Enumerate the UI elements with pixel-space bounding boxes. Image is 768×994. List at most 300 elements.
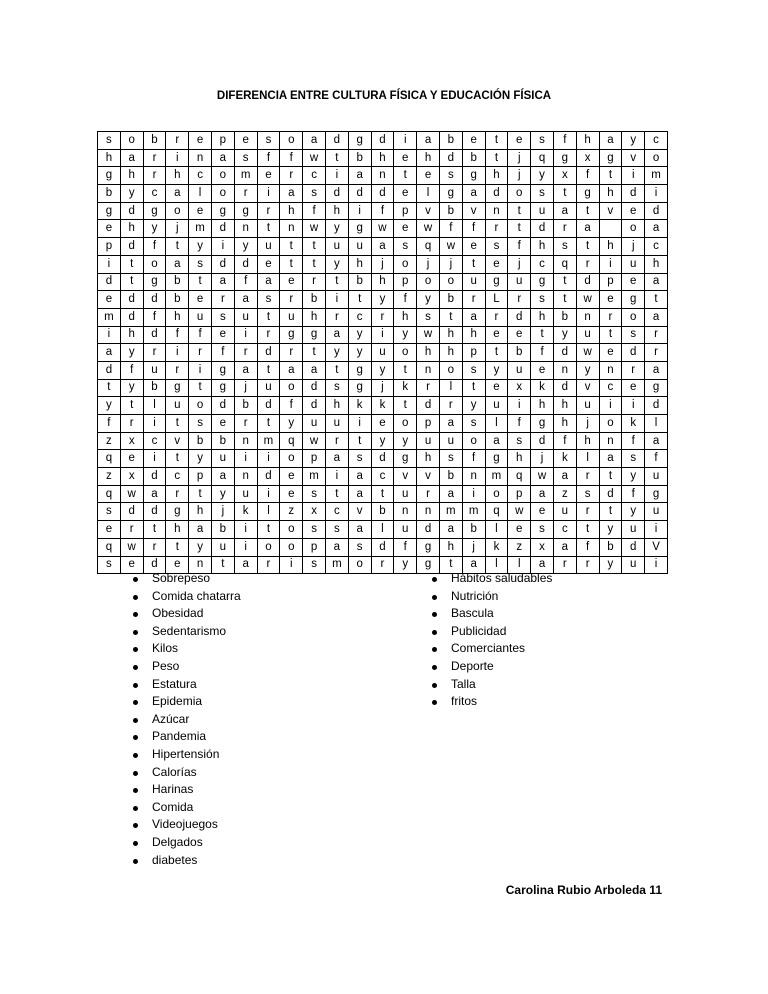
word-list-item <box>128 676 241 694</box>
grid-cell: L <box>485 291 508 309</box>
bullet-icon <box>432 612 437 617</box>
grid-cell: h <box>531 238 554 256</box>
grid-cell: d <box>531 220 554 238</box>
grid-cell: y <box>485 361 508 379</box>
grid-cell: e <box>599 291 622 309</box>
grid-cell: a <box>211 149 234 167</box>
grid-cell: f <box>576 167 599 185</box>
grid-cell: e <box>508 521 531 539</box>
grid-cell: o <box>439 273 462 291</box>
grid-cell: e <box>371 415 394 433</box>
grid-cell: d <box>234 255 257 273</box>
grid-cell: r <box>645 344 668 362</box>
grid-cell: a <box>531 485 554 503</box>
grid-cell: q <box>485 503 508 521</box>
grid-cell: d <box>531 432 554 450</box>
grid-cell: e <box>98 291 121 309</box>
grid-cell: e <box>622 202 645 220</box>
grid-cell: f <box>622 432 645 450</box>
word-list-item <box>128 658 241 676</box>
grid-cell: r <box>234 415 257 433</box>
grid-cell: f <box>280 397 303 415</box>
grid-cell: o <box>143 255 166 273</box>
grid-cell: n <box>189 556 212 574</box>
grid-cell: q <box>417 238 440 256</box>
grid-cell: s <box>508 432 531 450</box>
grid-cell: s <box>348 538 371 556</box>
grid-cell: n <box>576 308 599 326</box>
word-label: diabetes <box>152 852 198 867</box>
word-label: Sedentarismo <box>152 623 227 638</box>
grid-cell: c <box>599 379 622 397</box>
grid-cell: y <box>189 450 212 468</box>
grid-row <box>98 344 668 362</box>
grid-cell: c <box>645 132 668 150</box>
grid-cell: f <box>234 273 257 291</box>
grid-cell: j <box>462 538 485 556</box>
grid-cell: i <box>325 468 348 486</box>
grid-cell: a <box>234 361 257 379</box>
grid-cell: t <box>485 149 508 167</box>
grid-cell: u <box>257 238 280 256</box>
grid-cell: l <box>485 415 508 433</box>
grid-cell: n <box>553 361 576 379</box>
grid-cell: f <box>371 202 394 220</box>
grid-cell: i <box>599 255 622 273</box>
word-list-item <box>427 588 552 606</box>
grid-cell: g <box>211 202 234 220</box>
grid-cell: b <box>211 432 234 450</box>
grid-cell: o <box>280 521 303 539</box>
grid-cell: y <box>394 432 417 450</box>
grid-row <box>98 397 668 415</box>
grid-cell: s <box>348 450 371 468</box>
word-list-item <box>128 570 241 588</box>
grid-cell: y <box>599 556 622 574</box>
grid-cell: t <box>553 291 576 309</box>
grid-cell: b <box>508 344 531 362</box>
grid-cell: s <box>417 308 440 326</box>
grid-cell: v <box>462 202 485 220</box>
grid-cell: s <box>257 291 280 309</box>
grid-cell: g <box>348 379 371 397</box>
grid-cell: y <box>234 238 257 256</box>
grid-cell: t <box>439 556 462 574</box>
grid-cell: f <box>189 326 212 344</box>
grid-cell: j <box>508 149 531 167</box>
word-list-item <box>427 605 552 623</box>
grid-cell: e <box>622 273 645 291</box>
grid-cell: d <box>622 185 645 203</box>
grid-cell: n <box>280 220 303 238</box>
word-list-item <box>427 658 552 676</box>
grid-cell: d <box>303 397 326 415</box>
grid-cell: v <box>622 149 645 167</box>
grid-cell: s <box>531 185 554 203</box>
grid-cell: r <box>234 185 257 203</box>
grid-cell: t <box>325 485 348 503</box>
grid-cell: t <box>485 132 508 150</box>
grid-cell: b <box>211 521 234 539</box>
grid-cell: a <box>303 132 326 150</box>
grid-cell: t <box>280 255 303 273</box>
grid-cell: j <box>622 238 645 256</box>
grid-cell: u <box>508 273 531 291</box>
grid-cell: r <box>576 468 599 486</box>
grid-cell: g <box>531 273 554 291</box>
grid-cell: t <box>120 255 143 273</box>
grid-cell: u <box>348 238 371 256</box>
grid-cell: u <box>394 521 417 539</box>
grid-cell: a <box>553 538 576 556</box>
grid-cell: x <box>576 149 599 167</box>
grid-cell: o <box>280 132 303 150</box>
grid-cell: t <box>166 238 189 256</box>
grid-cell: l <box>417 185 440 203</box>
grid-cell: h <box>417 149 440 167</box>
grid-cell: q <box>531 149 554 167</box>
grid-cell: s <box>303 521 326 539</box>
grid-cell: a <box>553 202 576 220</box>
bullet-icon <box>432 630 437 635</box>
grid-cell: i <box>645 556 668 574</box>
grid-cell: s <box>98 132 121 150</box>
grid-cell: o <box>462 432 485 450</box>
grid-cell: t <box>599 167 622 185</box>
grid-cell: e <box>508 132 531 150</box>
grid-cell: t <box>576 202 599 220</box>
grid-cell: s <box>531 521 554 539</box>
grid-cell: a <box>439 485 462 503</box>
grid-cell: f <box>462 450 485 468</box>
grid-cell: y <box>325 255 348 273</box>
grid-cell: p <box>303 450 326 468</box>
grid-cell: e <box>531 503 554 521</box>
grid-cell: b <box>371 503 394 521</box>
grid-cell: l <box>576 450 599 468</box>
grid-cell: t <box>394 361 417 379</box>
word-list-right <box>427 570 552 711</box>
grid-cell: t <box>211 556 234 574</box>
grid-cell: h <box>303 308 326 326</box>
grid-cell: t <box>576 238 599 256</box>
grid-cell: e <box>280 485 303 503</box>
grid-row <box>98 220 668 238</box>
grid-cell: u <box>189 308 212 326</box>
grid-cell <box>599 220 622 238</box>
grid-cell: s <box>439 167 462 185</box>
grid-cell: m <box>303 468 326 486</box>
grid-cell: e <box>98 220 121 238</box>
grid-cell: t <box>599 326 622 344</box>
grid-cell: a <box>348 521 371 539</box>
grid-cell: d <box>508 308 531 326</box>
grid-cell: r <box>485 308 508 326</box>
grid-cell: h <box>439 326 462 344</box>
grid-cell: h <box>576 432 599 450</box>
grid-cell: f <box>394 291 417 309</box>
grid-cell: r <box>645 326 668 344</box>
grid-cell: r <box>189 344 212 362</box>
grid-cell: s <box>576 485 599 503</box>
grid-cell: i <box>622 397 645 415</box>
grid-cell: o <box>394 415 417 433</box>
grid-cell: r <box>599 308 622 326</box>
grid-cell: a <box>189 521 212 539</box>
grid-cell: t <box>143 521 166 539</box>
grid-cell: t <box>371 485 394 503</box>
grid-cell: a <box>645 273 668 291</box>
grid-cell: u <box>553 503 576 521</box>
grid-cell: u <box>234 485 257 503</box>
grid-cell: o <box>280 450 303 468</box>
grid-cell: w <box>576 291 599 309</box>
grid-cell: n <box>394 503 417 521</box>
grid-cell: l <box>439 379 462 397</box>
bullet-icon <box>133 665 138 670</box>
word-label: Comerciantes <box>451 641 526 656</box>
grid-cell: h <box>439 344 462 362</box>
grid-cell: q <box>508 468 531 486</box>
grid-cell: d <box>325 185 348 203</box>
grid-cell: a <box>166 255 189 273</box>
grid-cell: g <box>485 273 508 291</box>
grid-cell: d <box>120 202 143 220</box>
grid-cell: d <box>257 468 280 486</box>
grid-cell: p <box>599 273 622 291</box>
grid-cell: i <box>257 450 280 468</box>
grid-cell: g <box>280 326 303 344</box>
grid-cell: j <box>166 220 189 238</box>
grid-cell: v <box>599 202 622 220</box>
grid-cell: u <box>576 397 599 415</box>
grid-cell: e <box>120 556 143 574</box>
grid-cell: d <box>439 149 462 167</box>
grid-cell: d <box>645 202 668 220</box>
grid-cell: t <box>166 450 189 468</box>
bullet-icon <box>133 612 138 617</box>
grid-cell: o <box>257 538 280 556</box>
grid-cell: f <box>576 538 599 556</box>
grid-cell: o <box>280 538 303 556</box>
grid-cell: r <box>280 291 303 309</box>
grid-cell: d <box>599 485 622 503</box>
grid-cell: w <box>120 485 143 503</box>
grid-cell: b <box>348 273 371 291</box>
grid-cell: h <box>325 397 348 415</box>
grid-cell: n <box>234 468 257 486</box>
grid-cell: b <box>303 291 326 309</box>
grid-cell: f <box>462 220 485 238</box>
grid-cell: b <box>553 308 576 326</box>
grid-cell: d <box>211 255 234 273</box>
grid-cell: d <box>371 450 394 468</box>
grid-row <box>98 185 668 203</box>
grid-cell: d <box>553 344 576 362</box>
grid-cell: r <box>417 379 440 397</box>
grid-cell: y <box>325 344 348 362</box>
word-label: fritos <box>451 694 478 709</box>
grid-cell: u <box>211 538 234 556</box>
word-list-item <box>128 746 241 764</box>
grid-cell: b <box>462 149 485 167</box>
grid-cell: y <box>348 344 371 362</box>
grid-cell: b <box>599 538 622 556</box>
bullet-icon <box>133 735 138 740</box>
grid-cell: i <box>98 255 121 273</box>
grid-cell: a <box>645 432 668 450</box>
grid-cell: q <box>98 450 121 468</box>
grid-row <box>98 432 668 450</box>
grid-cell: t <box>462 255 485 273</box>
grid-cell: t <box>599 468 622 486</box>
grid-cell: n <box>371 167 394 185</box>
grid-cell: f <box>553 132 576 150</box>
word-label: Publicidad <box>451 623 507 638</box>
grid-cell: c <box>143 432 166 450</box>
grid-cell: a <box>348 167 371 185</box>
grid-cell: g <box>211 379 234 397</box>
grid-row <box>98 238 668 256</box>
grid-cell: s <box>553 238 576 256</box>
grid-cell: e <box>508 326 531 344</box>
grid-cell: r <box>485 220 508 238</box>
page-title: DIFERENCIA ENTRE CULTURA FÍSICA Y EDUCACIÓN FÍSICA <box>216 90 552 102</box>
grid-cell: x <box>531 538 554 556</box>
grid-row <box>98 415 668 433</box>
grid-cell: e <box>622 379 645 397</box>
grid-cell: a <box>553 468 576 486</box>
grid-cell: h <box>280 202 303 220</box>
grid-cell: r <box>120 521 143 539</box>
grid-cell: j <box>417 255 440 273</box>
word-label: Comida <box>152 799 194 814</box>
grid-cell: i <box>166 149 189 167</box>
bullet-icon <box>133 700 138 705</box>
word-label: Comida chatarra <box>152 588 241 603</box>
bullet-icon <box>133 771 138 776</box>
grid-cell: b <box>439 291 462 309</box>
grid-cell: q <box>553 255 576 273</box>
grid-cell: y <box>189 238 212 256</box>
grid-cell: o <box>189 397 212 415</box>
grid-cell: p <box>303 538 326 556</box>
grid-cell: h <box>371 273 394 291</box>
grid-cell: d <box>143 291 166 309</box>
grid-cell: g <box>143 202 166 220</box>
grid-cell: h <box>439 538 462 556</box>
grid-cell: p <box>508 485 531 503</box>
grid-cell: h <box>531 308 554 326</box>
grid-cell: s <box>622 326 645 344</box>
word-label: Estatura <box>152 676 197 691</box>
grid-cell: m <box>485 468 508 486</box>
grid-cell: i <box>645 521 668 539</box>
grid-cell: h <box>485 167 508 185</box>
grid-cell: j <box>531 450 554 468</box>
grid-cell: d <box>622 538 645 556</box>
grid-cell: g <box>348 361 371 379</box>
grid-cell: s <box>189 415 212 433</box>
grid-cell: d <box>485 185 508 203</box>
grid-cell: i <box>394 132 417 150</box>
grid-cell: r <box>371 556 394 574</box>
grid-cell: u <box>234 308 257 326</box>
grid-cell: m <box>234 167 257 185</box>
grid-cell: e <box>189 132 212 150</box>
word-list-item <box>427 570 552 588</box>
grid-cell: a <box>348 485 371 503</box>
author-name: Carolina Rubio Arboleda 11 <box>505 883 662 897</box>
grid-cell: u <box>462 273 485 291</box>
grid-cell: s <box>485 238 508 256</box>
grid-cell: a <box>234 291 257 309</box>
grid-row <box>98 167 668 185</box>
grid-cell: w <box>417 326 440 344</box>
grid-cell: g <box>645 379 668 397</box>
grid-cell: e <box>234 132 257 150</box>
grid-cell: k <box>394 379 417 397</box>
grid-cell: d <box>143 326 166 344</box>
word-list-item <box>128 711 241 729</box>
bullet-icon <box>133 577 138 582</box>
grid-cell: p <box>394 202 417 220</box>
grid-cell: u <box>325 238 348 256</box>
grid-cell: r <box>280 344 303 362</box>
grid-cell: y <box>371 432 394 450</box>
grid-cell: h <box>166 521 189 539</box>
word-list-item <box>128 816 241 834</box>
grid-cell: m <box>645 167 668 185</box>
grid-cell: e <box>485 255 508 273</box>
grid-cell: a <box>98 344 121 362</box>
word-label: Harinas <box>152 782 194 797</box>
grid-cell: e <box>189 202 212 220</box>
grid-cell: t <box>531 326 554 344</box>
grid-cell: o <box>120 132 143 150</box>
grid-cell: a <box>485 432 508 450</box>
grid-cell: d <box>98 361 121 379</box>
grid-cell: l <box>485 521 508 539</box>
grid-cell: t <box>439 308 462 326</box>
bullet-icon <box>133 753 138 758</box>
grid-cell: i <box>98 326 121 344</box>
grid-cell: r <box>553 556 576 574</box>
grid-cell: f <box>645 450 668 468</box>
grid-cell: y <box>371 361 394 379</box>
grid-cell: i <box>325 291 348 309</box>
grid-cell: i <box>257 185 280 203</box>
grid-cell: o <box>508 185 531 203</box>
grid-cell: f <box>394 538 417 556</box>
grid-cell: f <box>257 149 280 167</box>
grid-cell: b <box>439 202 462 220</box>
grid-cell: g <box>531 415 554 433</box>
grid-cell: o <box>211 167 234 185</box>
grid-cell: y <box>394 326 417 344</box>
grid-cell: r <box>325 308 348 326</box>
grid-cell: a <box>211 273 234 291</box>
grid-cell: e <box>211 326 234 344</box>
grid-cell: t <box>553 273 576 291</box>
grid-cell: e <box>189 291 212 309</box>
grid-cell: a <box>143 485 166 503</box>
grid-cell: i <box>371 326 394 344</box>
grid-cell: z <box>98 468 121 486</box>
grid-cell: c <box>553 521 576 539</box>
grid-cell: h <box>166 167 189 185</box>
grid-row <box>98 308 668 326</box>
